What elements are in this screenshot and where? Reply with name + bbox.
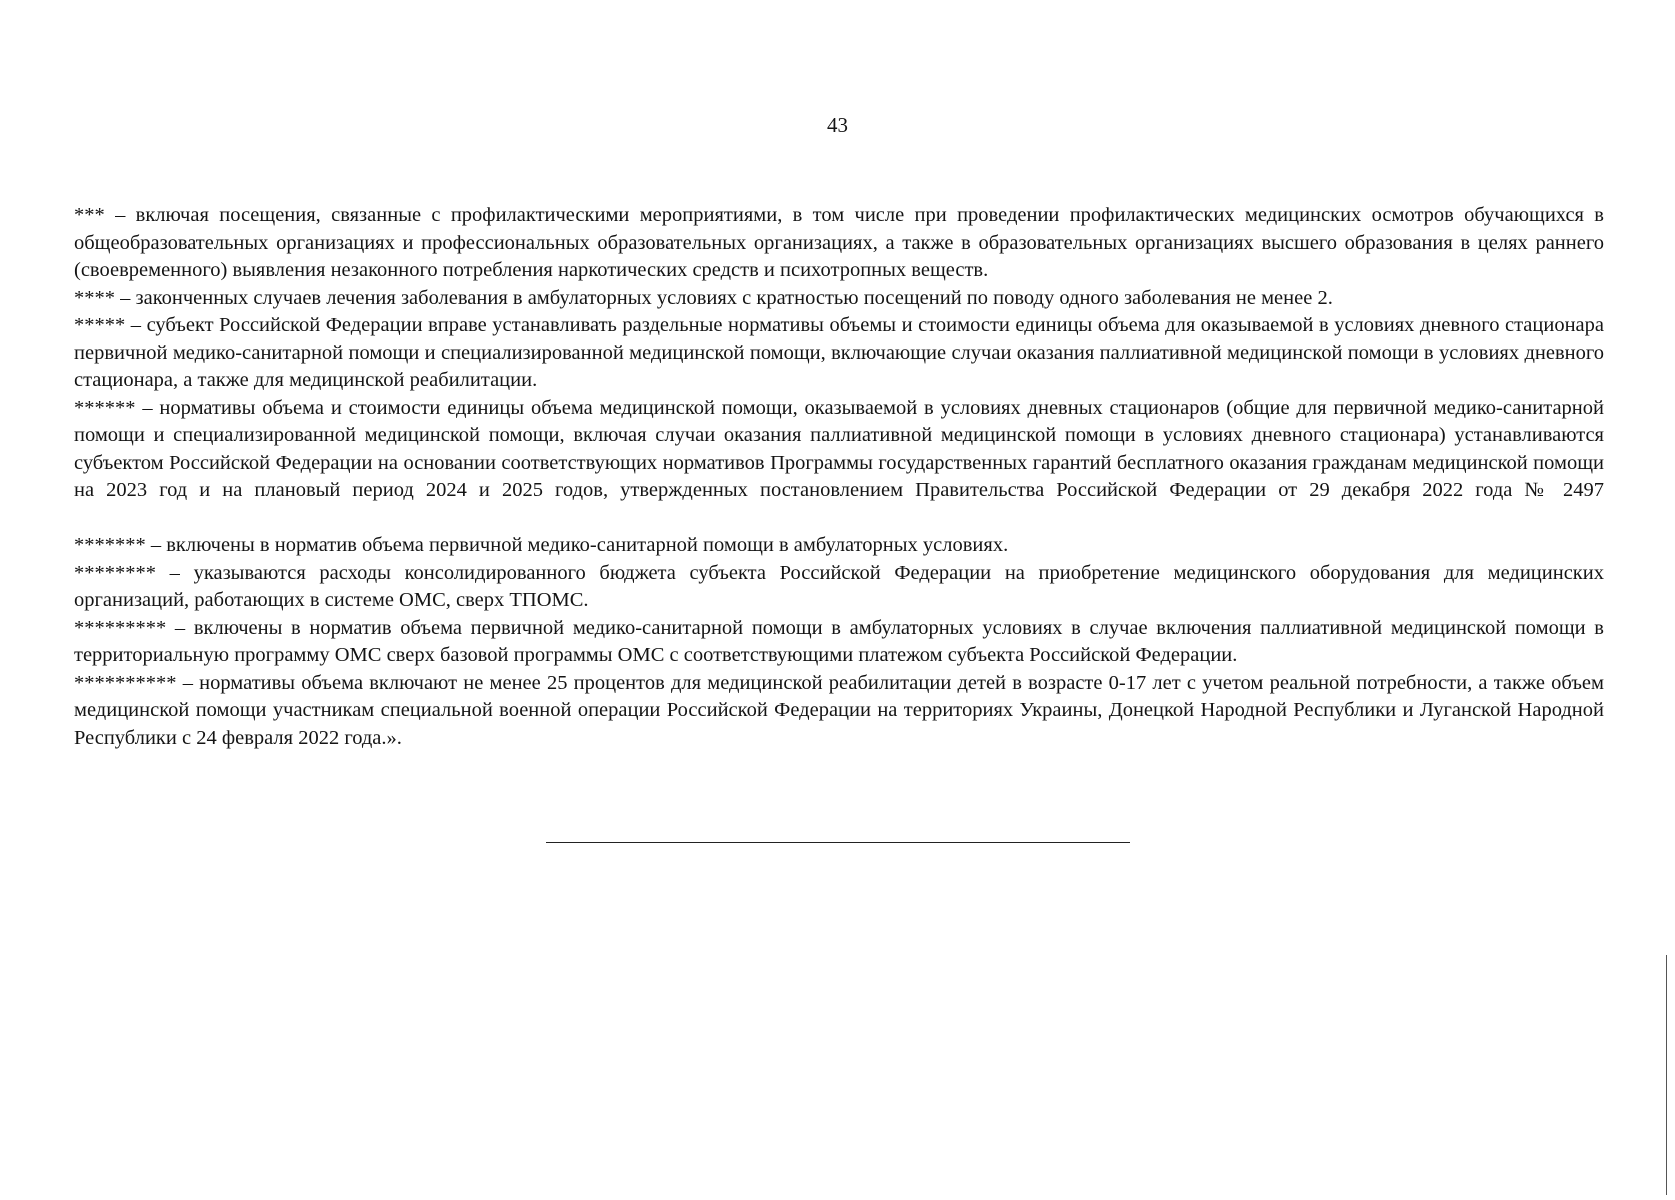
footnotes-section <box>74 202 1604 752</box>
footnote-3-stars: *** – включая посещения, связанные с профилактическими мероприятиями, в том числе при проведении профилактических медицинских осмотров обучающихся в общеобразовательных организациях и профессиональных образовательных организациях, а также в образовательных организациях высшего образования в целях раннего (своевременного) выявления незаконного потребления наркотических средств и психотропных веществ. <box>74 204 1604 281</box>
footnote-9-stars: ********* – включены в норматив объема первичной медико-санитарной помощи в амбулаторных условиях в случае включения паллиативной медицинской помощи в территориальную программу ОМС сверх базовой программы ОМС с соответствующими платежом субъекта Российской Федерации. <box>74 616 1604 666</box>
scan-edge-line <box>1666 955 1667 1195</box>
footnote-6-stars: ****** – нормативы объема и стоимости единицы объема медицинской помощи, оказываемой в условиях дневных стационаров (общие для первичной медико-санитарной помощи и специализированной медицинской помощи, включая случаи оказания паллиативной медицинской помощи в условиях дневного стационара) устанавливаются субъектом Российской Федерации на основании соответствующих нормативов Программы государственных гарантий бесплатного оказания гражданам медицинской помощи на 2023 год и на плановый период 2024 и 2025 годов, утвержденных постановлением Правительства Российской Федерации от 29 декабря 2022 года № 2497 <box>74 396 1604 501</box>
end-divider-line <box>546 842 1130 843</box>
footnote-4-stars: **** – законченных случаев лечения заболевания в амбулаторных условиях с кратностью посещений по поводу одного заболевания не менее 2. <box>74 286 1333 309</box>
footnote-5-stars: ***** – субъект Российской Федерации вправе устанавливать раздельные нормативы объемы и стоимости единицы объема для оказываемой в условиях дневного стационара первичной медико-санитарной помощи и специализированной медицинской помощи, включающие случаи оказания паллиативной медицинской помощи в условиях дневного стационара, а также для медицинской реабилитации. <box>74 314 1604 391</box>
footnote-8-stars: ******** – указываются расходы консолидированного бюджета субъекта Российской Федерации на приобретение медицинского оборудования для медицинских организаций, работающих в системе ОМС, сверх ТПОМС. <box>74 561 1604 611</box>
footnote-10-stars: ********** – нормативы объема включают не менее 25 процентов для медицинской реабилитации детей в возрасте 0-17 лет с учетом реальной потребности, а также объем медицинской помощи участникам специальной военной операции Российской Федерации на территориях Украины, Донецкой Народной Республики и Луганской Народной Республики с 24 февраля 2022 года.». <box>74 671 1604 749</box>
page-number: 43 <box>827 113 848 137</box>
paragraph-spacer <box>74 505 1604 533</box>
footnote-7-stars: ******* – включены в норматив объема первичной медико-санитарной помощи в амбулаторных условиях. <box>74 534 1009 556</box>
